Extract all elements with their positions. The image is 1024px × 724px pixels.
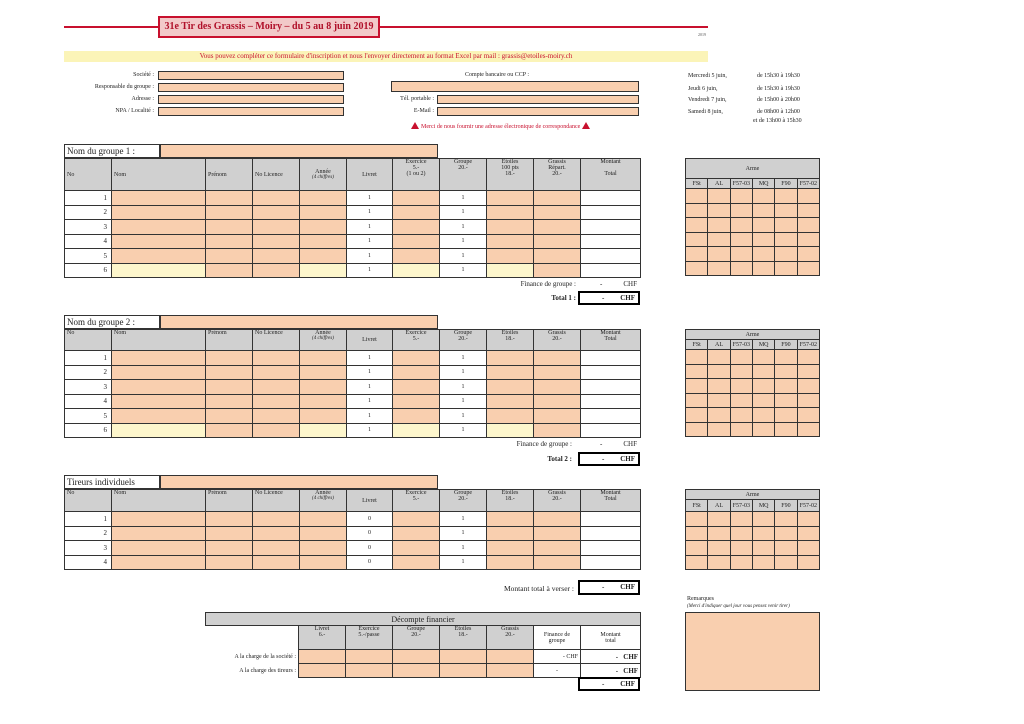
total-to-pay-label: Montant total à verser : [504, 584, 574, 593]
col-livret: Livret [347, 490, 393, 512]
individuals-name-field[interactable] [160, 475, 438, 489]
group2-name-field[interactable] [160, 315, 438, 329]
arme-col: F57-03 [730, 179, 752, 189]
remarks-subtitle: (Merci d'indiquer quel jour vous pensez venir tirer) [687, 604, 790, 609]
arme-table-1 [685, 158, 820, 276]
group1-title: Nom du groupe 1 : [64, 144, 160, 158]
col-nom: Nom [112, 330, 206, 351]
col-grassis: Grassis Répart. 20.- [534, 159, 581, 191]
col-livret: Livret [347, 330, 393, 351]
page-title: 31e Tir des Grassis – Moiry – du 5 au 8 juin 2019 [158, 16, 380, 38]
col-licence: No Licence [253, 159, 300, 191]
col-groupe: Groupe 20.- [440, 159, 487, 191]
schedule-day: Samedi 8 juin, [688, 109, 723, 115]
col-annee: Année (4 chiffres) [300, 490, 347, 512]
col-montant: Montant Total [581, 490, 641, 512]
table-row: 3 0 1 [65, 541, 641, 556]
group1-finance-label: Finance de groupe : [520, 280, 576, 288]
schedule-time: et de 13h00 à 15h30 [753, 118, 802, 124]
group2-title: Nom du groupe 2 : [64, 315, 160, 329]
group1-name-field[interactable] [160, 144, 438, 158]
col-grassis: Grassis 20.- [534, 490, 581, 512]
email-label: E-Mail : [413, 108, 434, 114]
bank-label: Compte bancaire ou CCP : [464, 72, 530, 78]
individuals-title: Tireurs individuels [64, 475, 160, 489]
col-livret: Livret [347, 159, 393, 191]
schedule-time: de 15h00 à 20h00 [757, 97, 800, 103]
schedule-day: Mercredi 5 juin, [688, 73, 727, 79]
group1-finance-value: - CHF [600, 280, 637, 288]
decompte-grand-total: - CHF [578, 677, 640, 691]
arme-title: Arme [686, 330, 820, 340]
arme-col: AL [708, 340, 730, 350]
email-notice: Vous pouvez compléter ce formulaire d'inscription et nous l'envoyer directement au format Excel par mail : grassis@etoiles-moiry.ch [64, 51, 708, 62]
arme-col: F57-02 [797, 179, 819, 189]
schedule-day: Jeudi 6 juin, [688, 86, 718, 92]
arme-col: AL [708, 500, 730, 512]
phone-label: Tél. portable : [400, 96, 434, 102]
table-header-row [65, 330, 641, 351]
col-exercice: Exercice 5.- (1 ou 2) [393, 159, 440, 191]
schedule-time: de 15h30 à 19h30 [757, 86, 800, 92]
arme-col: MQ [752, 340, 774, 350]
responsable-field[interactable] [158, 83, 344, 92]
col-exercice: Exercice 5.- [393, 330, 440, 351]
adresse-field[interactable] [158, 95, 344, 104]
arme-table-2 [685, 329, 820, 437]
arme-col: F57-03 [730, 500, 752, 512]
col-groupe: Groupe 20.- [440, 490, 487, 512]
table-row: 4 1 1 [65, 394, 641, 409]
col-prenom: Prénom [206, 330, 253, 351]
schedule-time: de 08h00 à 12h00 [757, 109, 800, 115]
arme-table-3 [685, 489, 820, 570]
individuals-table [64, 489, 641, 570]
col-annee: Année (4 chiffres) [300, 159, 347, 191]
arme-col: F90 [775, 500, 797, 512]
decompte-col: Montant total [581, 626, 641, 650]
group1-total-value: - CHF [578, 291, 640, 305]
societe-label: Société : [133, 72, 154, 78]
decompte-col: Exercice 5.-/passe [346, 626, 393, 650]
table-row: 2 1 1 [65, 365, 641, 380]
decompte-col: Grassis 20.- [487, 626, 534, 650]
warning-icon [582, 122, 590, 129]
col-montant: Montant Total [581, 159, 641, 191]
table-row: 2 0 1 [65, 526, 641, 541]
npa-field[interactable] [158, 107, 344, 116]
email-field[interactable] [437, 107, 639, 116]
table-row: 1 1 1 [65, 351, 641, 366]
arme-col: FSt [686, 179, 708, 189]
table-row: 6 1 1 [65, 423, 641, 438]
warning-icon [411, 122, 419, 129]
title-rule-left [64, 26, 158, 28]
year-tag: 2019 [698, 32, 706, 37]
arme-col: F90 [775, 340, 797, 350]
col-etoiles: Etoiles 18.- [487, 330, 534, 351]
responsable-label: Responsable du groupe : [94, 84, 154, 90]
arme-col: F57-02 [797, 500, 819, 512]
remarks-title: Remarques [687, 596, 714, 602]
col-licence: No Licence [253, 330, 300, 351]
decompte-table [205, 612, 641, 678]
decompte-title: Décompte financier [206, 613, 641, 626]
bank-field[interactable] [391, 81, 639, 92]
npa-label: NPA / Localité : [115, 108, 154, 114]
societe-field[interactable] [158, 71, 344, 80]
arme-col: F57-02 [797, 340, 819, 350]
col-licence: No Licence [253, 490, 300, 512]
table-row: 1 1 1 [65, 191, 641, 206]
schedule-day: Vendredi 7 juin, [688, 97, 727, 103]
table-row: 2 1 1 [65, 205, 641, 220]
arme-col: AL [708, 179, 730, 189]
group2-finance-value: - CHF [600, 440, 637, 448]
col-no: No [65, 159, 112, 191]
col-groupe: Groupe 20.- [440, 330, 487, 351]
arme-title: Arme [686, 159, 820, 179]
col-exercice: Exercice 5.- [393, 490, 440, 512]
schedule-time: de 15h30 à 19h30 [757, 73, 800, 79]
col-prenom: Prénom [206, 490, 253, 512]
table-row: 1 0 1 [65, 512, 641, 527]
arme-col: MQ [752, 179, 774, 189]
decompte-col: Etoiles 18.- [440, 626, 487, 650]
table-row: 5 1 1 [65, 409, 641, 424]
group2-total-value: - CHF [578, 452, 640, 466]
col-etoiles: Etoiles 100 pts 18.- [487, 159, 534, 191]
col-nom: Nom [112, 159, 206, 191]
table-row: 4 0 1 [65, 555, 641, 570]
col-nom: Nom [112, 490, 206, 512]
table-row: 4 1 1 [65, 234, 641, 249]
group1-table [64, 158, 641, 278]
decompte-col: Groupe 20.- [393, 626, 440, 650]
arme-col: FSt [686, 340, 708, 350]
col-etoiles: Etoiles 18.- [487, 490, 534, 512]
table-row: 5 1 1 [65, 249, 641, 264]
col-annee: Année (4 chiffres) [300, 330, 347, 351]
arme-col: F57-03 [730, 340, 752, 350]
phone-field[interactable] [437, 95, 639, 104]
email-warning [409, 122, 592, 130]
table-row: 3 1 1 [65, 380, 641, 395]
arme-col: F90 [775, 179, 797, 189]
col-grassis: Grassis 20.- [534, 330, 581, 351]
decompte-row-tireurs: A la charge des tireurs : - - CHF [206, 664, 641, 678]
group1-total-label: Total 1 : [551, 294, 576, 302]
decompte-col: Finance de groupe [534, 626, 581, 650]
col-no: No [65, 490, 112, 512]
arme-col: FSt [686, 500, 708, 512]
decompte-row-societe: A la charge de la société : - CHF - CHF [206, 650, 641, 664]
title-rule-right [380, 26, 708, 28]
table-header-row [65, 490, 641, 512]
table-header-row [65, 159, 641, 191]
arme-title: Arme [686, 490, 820, 500]
group2-table [64, 329, 641, 438]
adresse-label: Adresse : [131, 96, 154, 102]
col-prenom: Prénom [206, 159, 253, 191]
group2-finance-label: Finance de groupe : [516, 440, 572, 448]
group2-total-label: Total 2 : [547, 455, 572, 463]
col-montant: Montant Total [581, 330, 641, 351]
col-no: No [65, 330, 112, 351]
email-warning-text: Merci de nous fournir une adresse électronique de correspondance [421, 124, 581, 130]
total-to-pay-value: - CHF [578, 580, 640, 595]
table-row: 3 1 1 [65, 220, 641, 235]
arme-col: MQ [752, 500, 774, 512]
decompte-col: Livret 6.- [299, 626, 346, 650]
table-row: 6 1 1 [65, 263, 641, 278]
remarks-field[interactable] [685, 612, 820, 691]
